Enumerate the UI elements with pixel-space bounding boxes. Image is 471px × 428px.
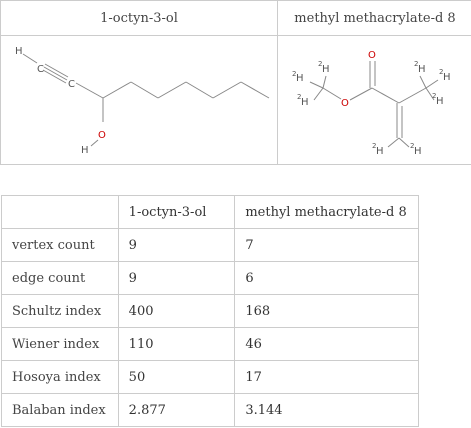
property-label: Schultz index [2,295,119,328]
deuterium-mass-label: 2 [318,60,323,68]
table-row [2,229,419,262]
compound-2-structure-cell [278,36,471,165]
atom-h-label: H [436,96,444,107]
atom-h-label: H [414,146,422,157]
atom-c-label: C [37,64,44,75]
atom-o-label: O [368,50,376,61]
properties-table [1,195,419,427]
table-header-cell: 1-octyn-3-ol [118,196,235,229]
structures-table [0,0,471,165]
compound-1-structure-cell [1,36,278,165]
octynol-structure-diagram [1,36,277,164]
atom-h-label: H [15,46,23,57]
property-label: edge count [2,262,119,295]
table-row [2,361,419,394]
property-value: 50 [118,361,235,394]
table-row [2,394,419,427]
table-row [2,295,419,328]
atom-o-label: O [341,98,349,109]
property-value: 17 [235,361,419,394]
property-value: 7 [235,229,419,262]
property-value: 9 [118,229,235,262]
table-header-cell: methyl methacrylate-d 8 [235,196,419,229]
property-label: Balaban index [2,394,119,427]
atom-h-label: H [418,64,426,75]
property-value: 6 [235,262,419,295]
property-value: 9 [118,262,235,295]
atom-h-label: H [376,146,384,157]
table-row [2,262,419,295]
table-header-cell [2,196,119,229]
atom-h-label: H [81,145,89,156]
property-value: 2.877 [118,394,235,427]
property-value: 168 [235,295,419,328]
deuterium-mass-label: 2 [432,92,437,100]
atom-h-label: H [322,64,330,75]
deuterium-mass-label: 2 [439,68,444,76]
atom-o-label: O [98,130,106,141]
atom-h-label: H [296,73,304,84]
deuterium-mass-label: 2 [410,142,415,150]
atom-h-label: H [301,97,309,108]
deuterium-mass-label: 2 [292,70,297,78]
property-value: 46 [235,328,419,361]
property-label: Hosoya index [2,361,119,394]
compound-1-header: 1-octyn-3-ol [1,1,278,36]
compound-2-header: methyl methacrylate-d 8 [278,1,471,36]
deuterium-mass-label: 2 [372,142,377,150]
table-row [2,328,419,361]
property-label: vertex count [2,229,119,262]
methyl-methacrylate-d8-structure-diagram [278,36,471,164]
deuterium-mass-label: 2 [297,93,302,101]
property-label: Wiener index [2,328,119,361]
property-value: 400 [118,295,235,328]
property-value: 110 [118,328,235,361]
deuterium-mass-label: 2 [414,60,419,68]
atom-h-label: H [443,72,451,83]
table-header-row [2,196,419,229]
atom-c-label: C [68,79,75,90]
property-value: 3.144 [235,394,419,427]
